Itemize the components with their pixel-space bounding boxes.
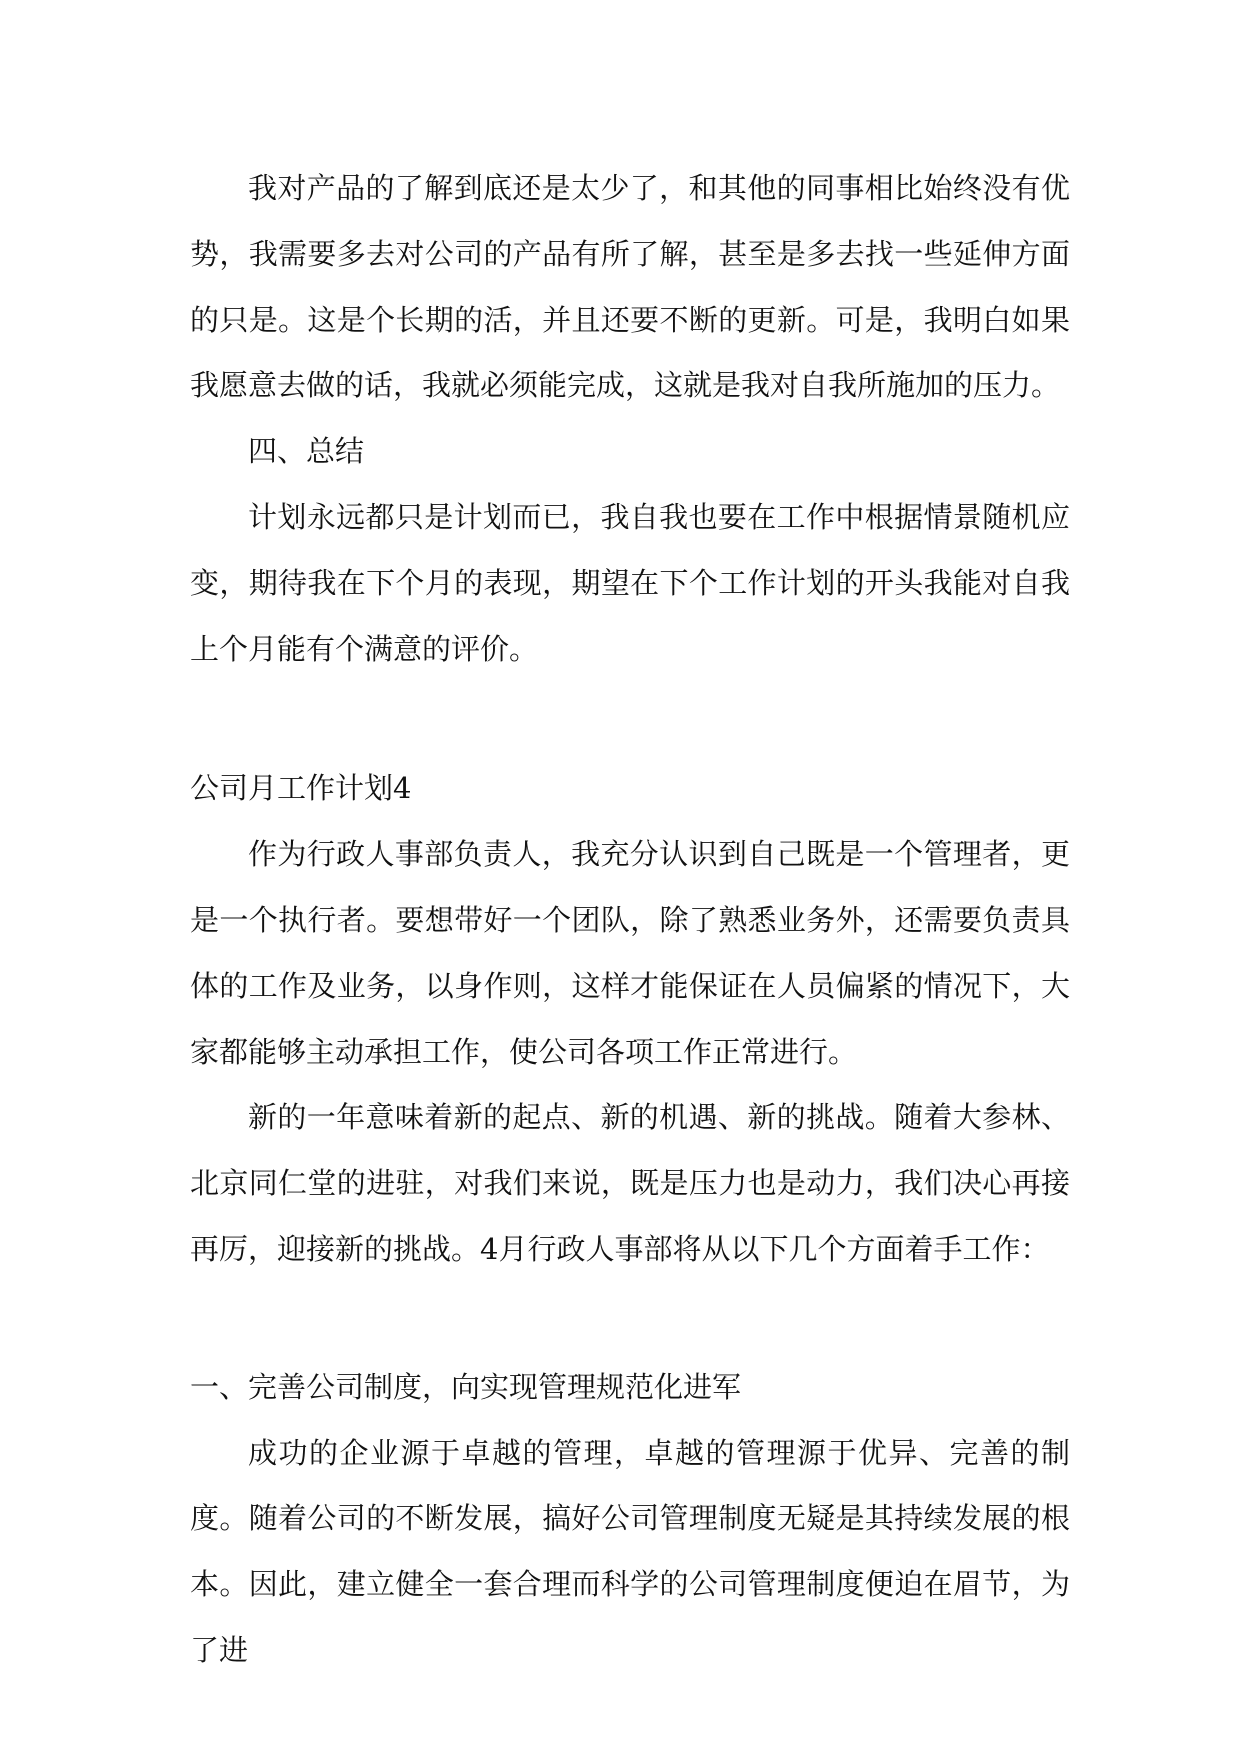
spacer: [190, 1283, 1070, 1355]
document-title: 公司月工作计划4: [190, 771, 412, 806]
section-heading-system: 一、完善公司制度，向实现管理规范化进军: [190, 1369, 742, 1404]
paragraph-summary: 计划永远都只是计划而已，我自我也要在工作中根据情景随机应变，期待我在下个月的表现，期望在下个工作计划的开头我能对自我上个月能有个满意的评价。: [190, 499, 1070, 666]
paragraph-product-knowledge: 我对产品的了解到底还是太少了，和其他的同事相比始终没有优势，我需要多去对公司的产品有所了解，甚至是多去找一些延伸方面的只是。这是个长期的活，并且还要不断的更新。可是，我明白如果我愿意去做的话，我就必须能完成，这就是我对自我所施加的压力。: [190, 171, 1070, 403]
paragraph-new-year: 新的一年意味着新的起点、新的机遇、新的挑战。随着大参林、北京同仁堂的进驻，对我们来说，既是压力也是动力，我们决心再接再厉，迎接新的挑战。4月行政人事部将从以下几个方面着手工作：: [190, 1100, 1070, 1266]
spacer: [190, 682, 1070, 756]
paragraph-management: 成功的企业源于卓越的管理，卓越的管理源于优异、完善的制度。随着公司的不断发展，搞好公司管理制度无疑是其持续发展的根本。因此，建立健全一套合理而科学的公司管理制度便迫在眉节，为了进: [190, 1435, 1070, 1667]
document-body: [190, 156, 1070, 1684]
section-heading-summary: 四、总结: [248, 434, 365, 469]
paragraph-role: 作为行政人事部负责人，我充分认识到自己既是一个管理者，更是一个执行者。要想带好一个团队，除了熟悉业务外，还需要负责具体的工作及业务，以身作则，这样才能保证在人员偏紧的情况下，大家都能够主动承担工作，使公司各项工作正常进行。: [190, 837, 1070, 1069]
